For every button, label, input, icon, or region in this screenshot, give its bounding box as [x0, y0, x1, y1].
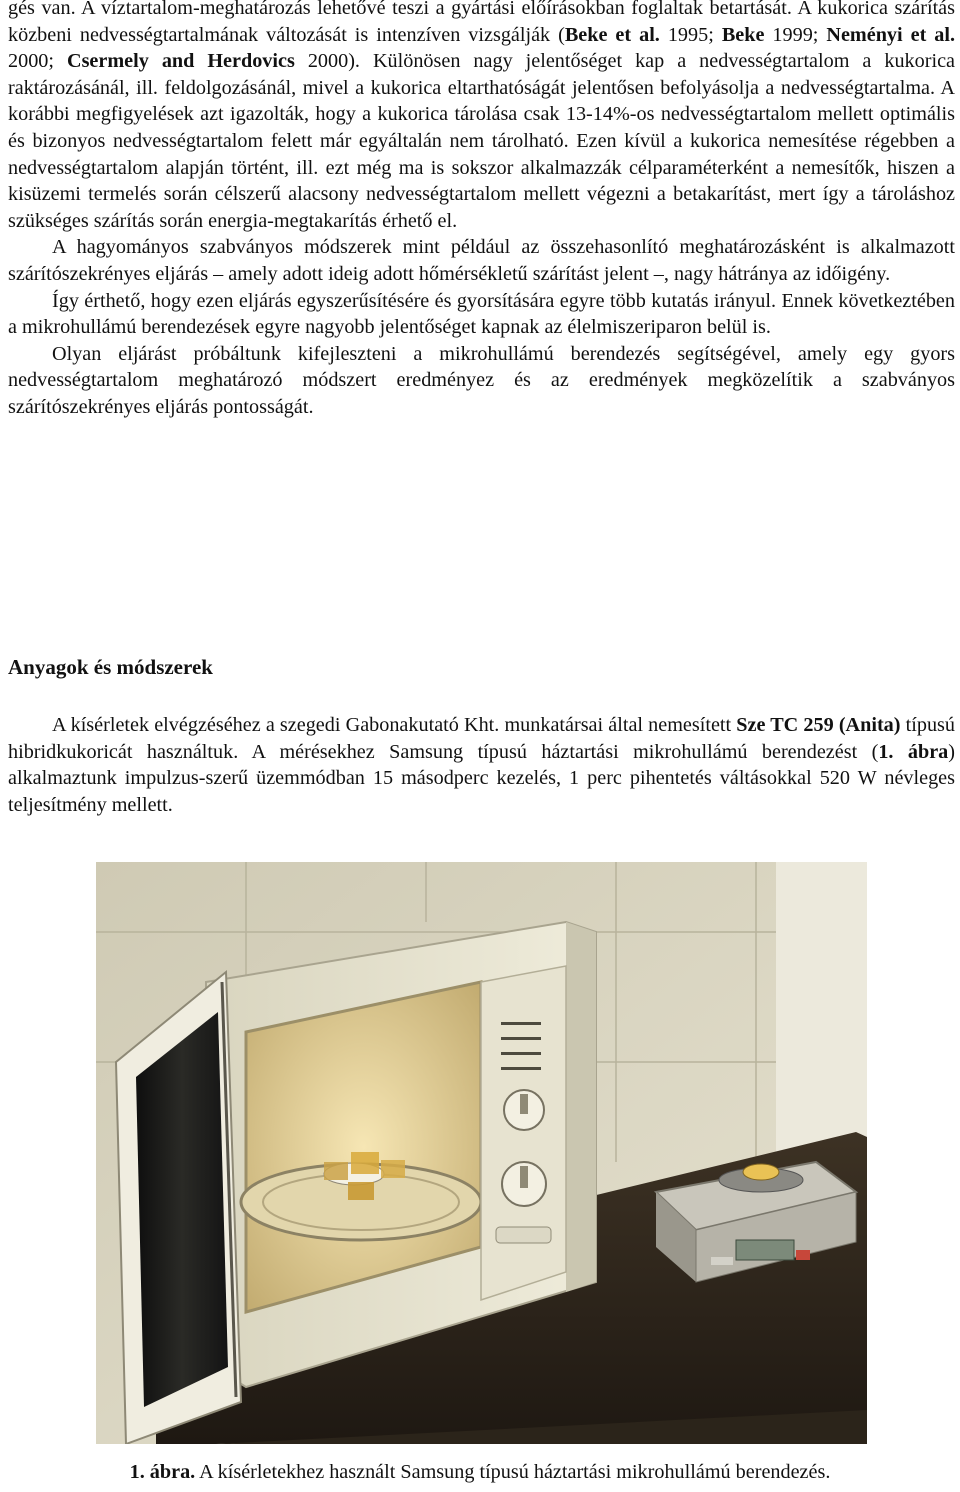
text-run: 1995;	[659, 23, 722, 46]
intro-paragraph-1	[8, 0, 955, 234]
figure-label: 1. ábra.	[129, 1461, 196, 1483]
section-heading: Anyagok és módszerek	[8, 655, 213, 679]
text-run: 2000;	[8, 50, 67, 73]
microwave-photo	[96, 862, 867, 1444]
figure-reference: 1. ábra	[878, 740, 949, 763]
citation: Csermely and Herdovics	[66, 50, 295, 73]
methods-paragraph	[8, 712, 955, 818]
figure-caption	[0, 1461, 960, 1484]
intro-paragraph-3: Így érthető, hogy ezen eljárás egyszerűsítésére és gyorsítására egyre több kutatás irányul. Ennek következtében a mikrohullámú berendezések egyre nagyobb jelentőséget kapnak az élelmiszeriparon belül is.	[8, 289, 955, 339]
citation: Neményi et al.	[826, 23, 956, 46]
text-run: 2000). Különösen nagy jelentőséget kap a nedvességtartalom a kukorica raktározásánál, ill. feldolgozásánál, mivel a kukorica eltarthatóságát jelentősen befolyásolja a nedvességtartalma. A korábbi megfigyelések azt igazolták, hogy a kukorica tárolása csak 13-14%-os nedvességtartalom mellett optimális és bizonyos nedvességtartalom felett már egyáltalán nem tárolható. Ezen kívül a kukorica nemesítése régebben a nedvességtartalom alapján történt, ill. ezt még ma is sokszor alkalmazzák célparaméterként a nemesítők, hiszen a kisüzemi termelés során célszerű alacsony nedvességtartalom mellett végezni a betakarítást, mert így a tároláshoz szükséges szárítás során energia-megtakarítás érhető el.	[8, 50, 955, 232]
section-text	[8, 712, 955, 818]
citation: Beke et al.	[564, 23, 660, 46]
intro-paragraph-2: A hagyományos szabványos módszerek mint például az összehasonlító meghatározásként is alkalmazott szárítószekrényes eljárás – amely adott ideig adott hőmérsékletű szárítást jelent –, nagy hátránya az időigény.	[8, 236, 955, 285]
text-run: A kísérletek elvégzéséhez a szegedi Gabonakutató Kht. munkatársai által nemesített	[52, 714, 737, 736]
citation: Beke	[721, 23, 765, 46]
text-run: típusú hibridkukoricát használtuk. A mérésekhez Samsung típusú háztartási mikrohullámú berendezést (	[8, 714, 955, 763]
text-run: ) alkalmaztunk impulzus-szerű üzemmódban 15 másodperc kezelés, 1 perc pihentetés váltásokkal 520 W névleges teljesítmény mellett.	[8, 740, 955, 816]
text-run: gés van. A víztartalom-meghatározás lehetővé teszi a gyártási előírásokban foglaltak betartását. A kukorica szárítás közbeni nedvességtartalmának változását is intenzíven vizsgálják (	[8, 0, 955, 46]
variety-name: Sze TC 259 (Anita)	[736, 714, 901, 736]
intro-text	[8, 0, 955, 421]
text-run: 1999;	[764, 23, 827, 46]
intro-paragraph-4: Olyan eljárást próbáltunk kifejleszteni a mikrohullámú berendezés segítségével, amely egy gyors nedvességtartalom meghatározó módszert eredményez és az eredmények megközelítik a szabványos szárítószekrényes eljárás pontosságát.	[8, 342, 955, 418]
caption-text: A kísérletekhez használt Samsung típusú háztartási mikrohullámú berendezés.	[195, 1461, 831, 1483]
